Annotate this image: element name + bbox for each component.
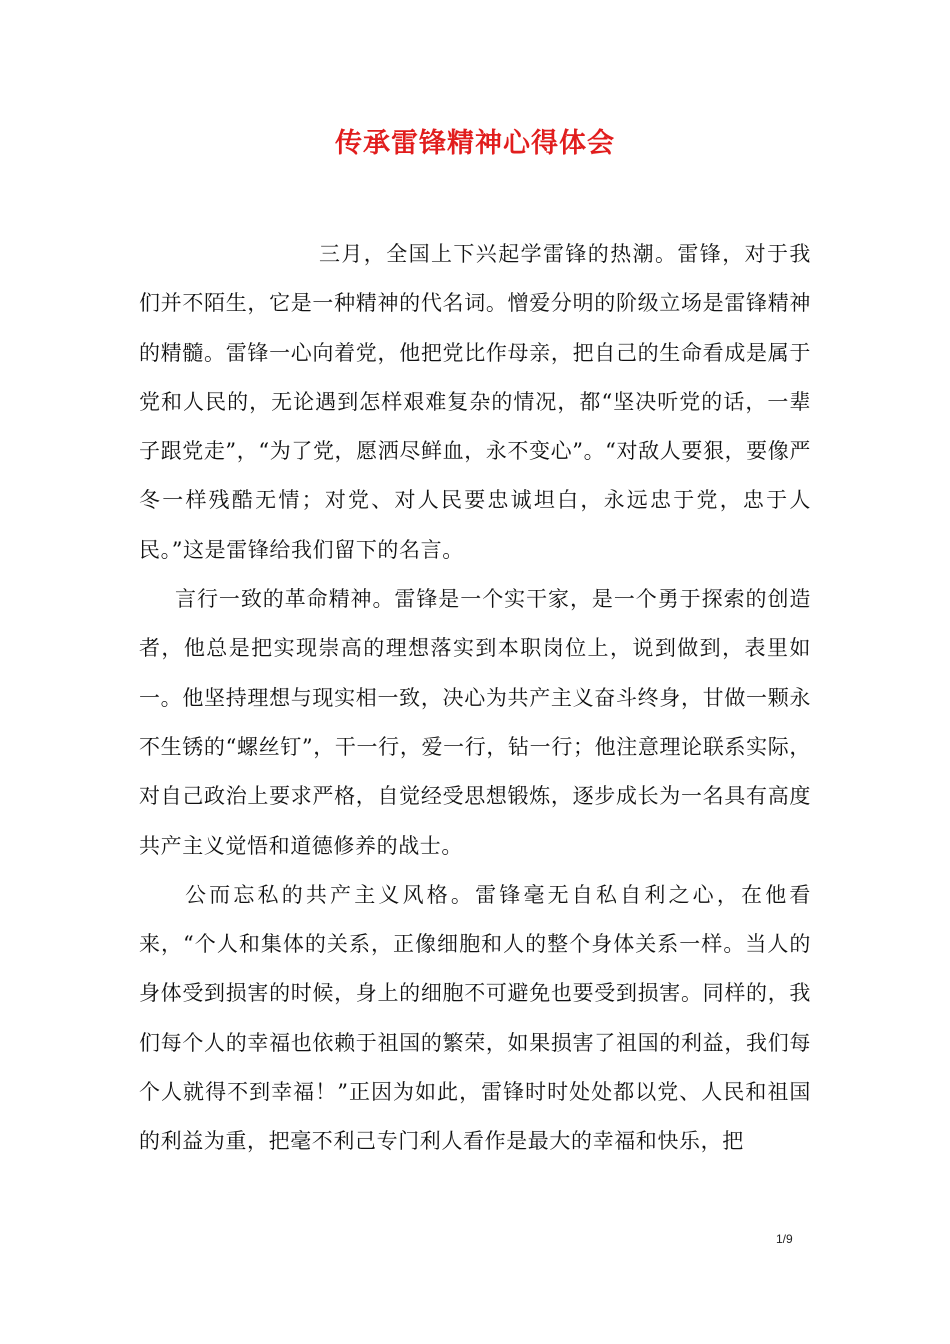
- document-title: 传承雷锋精神心得体会: [335, 128, 615, 160]
- paragraph: 公而忘私的共产主义风格。雷锋毫无自私自利之心，在他看来，“个人和集体的关系，正像细胞和人的整个身体关系一样。当人的身体受到损害的时候，身上的细胞不可避免也要受到损害。同样的，我们每个人的幸福也依赖于祖国的繁荣，如果损害了祖国的利益，我们每个人就得不到幸福！”正因为如此，雷锋时时处处都以党、人民和祖国的利益为重，把毫不利己专门利人看作是最大的幸福和快乐，把: [139, 882, 811, 1154]
- paragraph: 三月，全国上下兴起学雷锋的热潮。雷锋，对于我们并不陌生，它是一种精神的代名词。憎爱分明的阶级立场是雷锋精神的精髓。雷锋一心向着党，他把党比作母亲，把自己的生命看成是属于党和人民的，无论遇到怎样艰难复杂的情况，都“坚决听党的话，一辈子跟党走”，“为了党，愿洒尽鲜血，永不变心”。“对敌人要狠，要像严冬一样残酷无情；对党、对人民要忠诚坦白，永远忠于党，忠于人民。”这是雷锋给我们留下的名言。: [139, 242, 811, 562]
- paragraph: 言行一致的革命精神。雷锋是一个实干家，是一个勇于探索的创造者，他总是把实现崇高的理想落实到本职岗位上，说到做到，表里如一。他坚持理想与现实相一致，决心为共产主义奋斗终身，甘做一颗永不生锈的“螺丝钉”，干一行，爱一行，钻一行；他注意理论联系实际，对自己政治上要求严格，自觉经受思想锻炼，逐步成长为一名具有高度共产主义觉悟和道德修养的战士。: [139, 587, 811, 858]
- page-number: 1/9: [776, 1232, 793, 1246]
- document-body: [139, 230, 811, 1167]
